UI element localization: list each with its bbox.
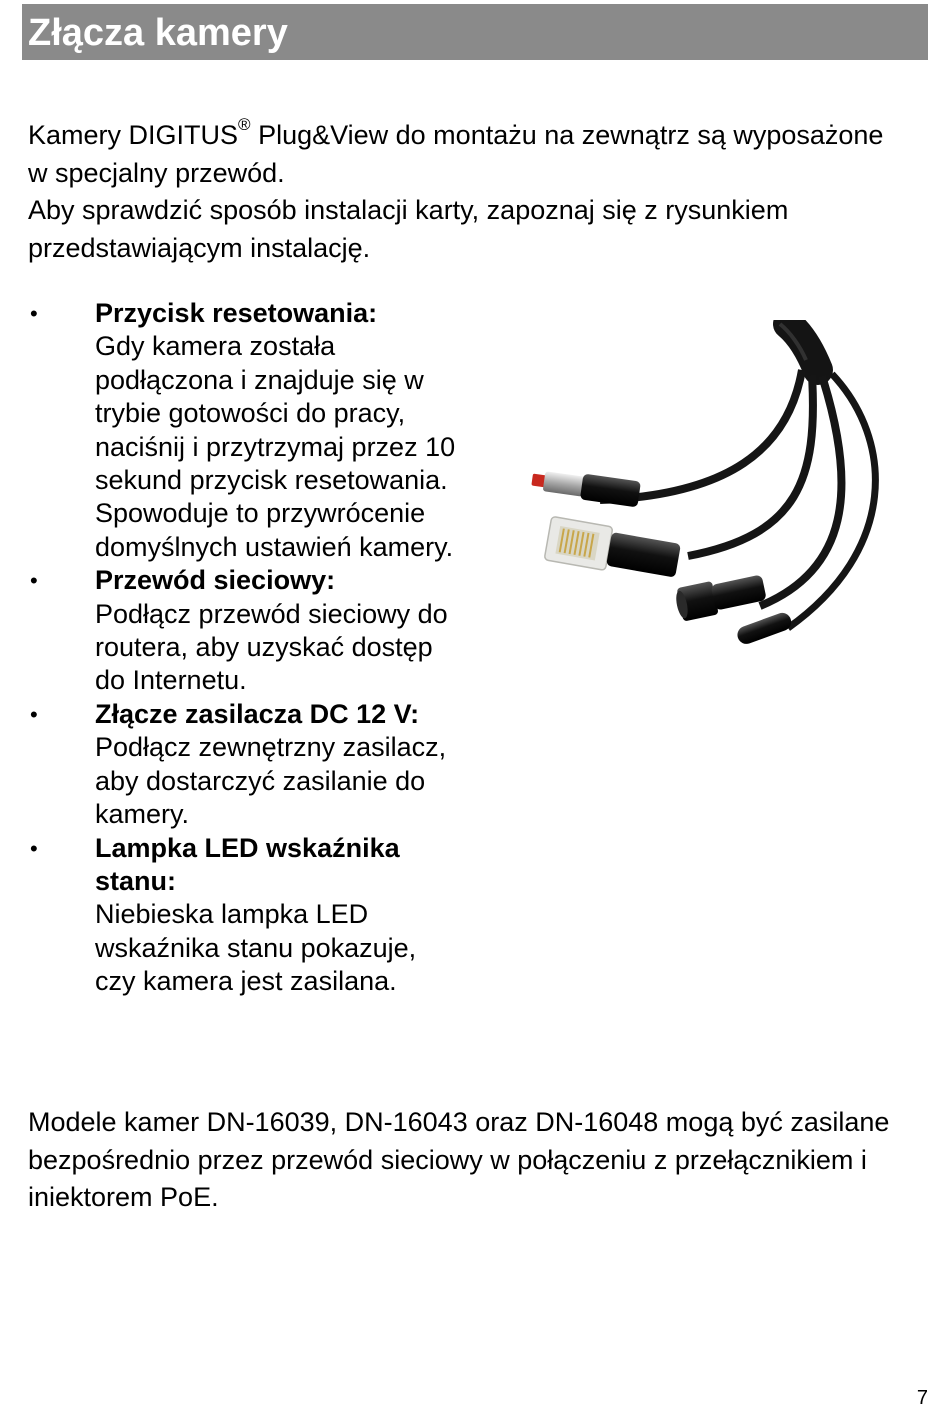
led-indicator <box>735 610 794 646</box>
list-item-network <box>30 564 460 698</box>
bullet-icon: • <box>30 568 38 594</box>
registered-mark: ® <box>238 115 251 134</box>
item-heading: Lampka LED wskaźnika stanu: <box>95 832 400 896</box>
cable-photo <box>488 320 928 690</box>
list-item-power <box>30 698 460 832</box>
item-description: Podłącz zewnętrzny zasilacz, aby dostarczyć zasilanie do kamery. <box>95 732 447 830</box>
item-heading: Przewód sieciowy: <box>95 565 336 596</box>
connector-list <box>30 297 460 999</box>
page-number: 7 <box>916 1387 928 1409</box>
title-bar <box>22 4 928 60</box>
intro-brand: Kamery DIGITUS <box>28 120 239 150</box>
bullet-icon: • <box>30 835 38 861</box>
item-heading: Przycisk resetowania: <box>95 298 378 328</box>
item-description: Podłącz przewód sieciowy do routera, aby uzyskać dostęp do Internetu. <box>95 598 448 696</box>
list-item-reset <box>30 297 460 564</box>
list-item-led <box>30 832 460 999</box>
rj45-plug <box>544 516 682 582</box>
intro-paragraph-1 <box>28 117 908 192</box>
item-heading: Złącze zasilacza DC 12 V: <box>95 698 420 729</box>
poe-note: Modele kamer DN-16039, DN-16043 oraz DN-16048 mogą być zasilane bezpośrednio przez przewód sieciowy w połączeniu z przełącznikiem i iniektorem PoE. <box>28 1107 890 1212</box>
intro-paragraph-2: Aby sprawdzić sposób instalacji karty, zapoznaj się z rysunkiem przedstawiającym instalację. <box>28 195 789 263</box>
page-title: Złącza kamery <box>28 12 288 54</box>
bullet-icon: • <box>30 301 38 326</box>
bullet-icon: • <box>30 701 38 727</box>
intro-sentence-1: Plug&View do montażu na zewnątrz są wyposażone w specjalny przewód. <box>28 120 884 188</box>
intro-text <box>28 117 908 267</box>
main-cable <box>788 324 818 370</box>
item-description: Gdy kamera została podłączona i znajduje się w trybie gotowości do pracy, naciśnij i przytrzymaj przez 10 sekund przycisk resetowania. Spowoduje to przywrócenie domyślnych ustawień kamery. <box>95 331 456 562</box>
dc-plug <box>530 467 641 508</box>
item-description: Niebieska lampka LED wskaźnika stanu pokazuje, czy kamera jest zasilana. <box>95 899 417 997</box>
dc-jack <box>674 570 768 622</box>
